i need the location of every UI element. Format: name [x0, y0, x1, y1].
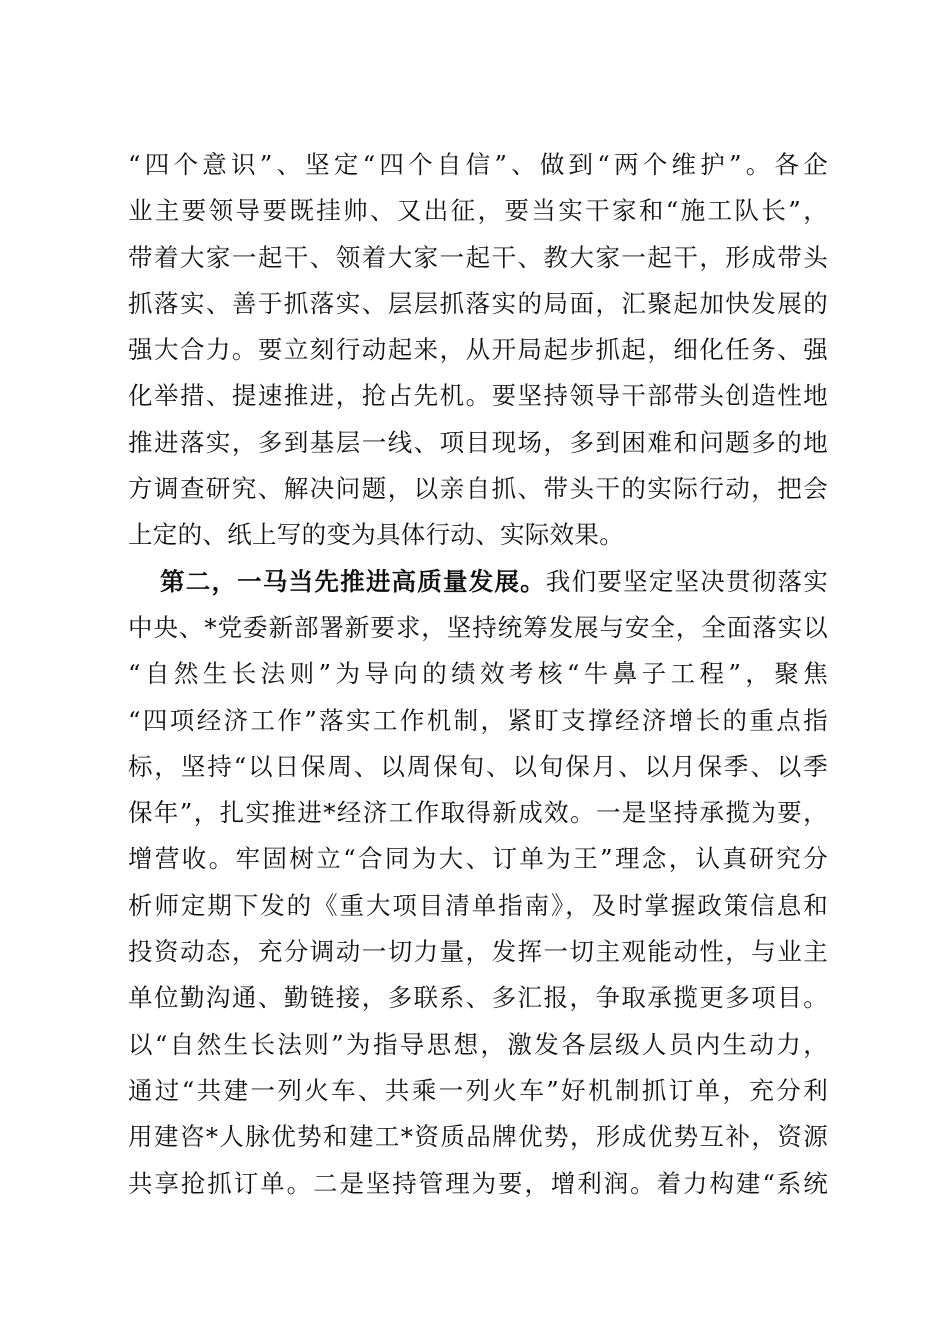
text-line: 强大合力。要立刻行动起来，从开局起步抓起，细化任务、强	[128, 335, 828, 365]
document-body	[128, 142, 828, 1207]
text-line: “四项经济工作”落实工作机制，紧盯支撑经济增长的重点指	[128, 705, 828, 735]
text-line: 中央、*党委新部署新要求，坚持统筹发展与安全，全面落实以	[128, 612, 828, 642]
text-line: 方调查研究、解决问题，以亲自抓、带头干的实际行动，把会	[128, 474, 828, 504]
text-line: 业主要领导要既挂帅、又出征，要当实干家和“施工队长”，	[128, 196, 828, 226]
text-line: 推进落实，多到基层一线、项目现场，多到困难和问题多的地	[128, 427, 828, 457]
text-line: 以“自然生长法则”为指导思想，激发各层级人员内生动力，	[128, 1029, 828, 1059]
text-line: 标，坚持“以日保周、以周保旬、以旬保月、以月保季、以季	[128, 751, 828, 781]
text-line	[128, 559, 828, 605]
text-line: 增营收。牢固树立“合同为大、订单为王”理念，认真研究分	[128, 844, 828, 874]
text-line: 析师定期下发的《重大项目清单指南》，及时掌握政策信息和	[128, 890, 828, 920]
text-line: 抓落实、善于抓落实、层层抓落实的局面，汇聚起加快发展的	[128, 288, 828, 318]
text-line: 共享抢抓订单。二是坚持管理为要，增利润。着力构建“系统	[128, 1168, 828, 1198]
text-line: “自然生长法则”为导向的绩效考核“牛鼻子工程”，聚焦	[128, 659, 828, 689]
text-line: “四个意识”、坚定“四个自信”、做到“两个维护”。各企	[128, 150, 828, 179]
heading-line-rest: 我们要坚定坚决贯彻落实	[545, 566, 828, 596]
text-line: 通过“共建一列火车、共乘一列火车”好机制抓订单，充分利	[128, 1075, 828, 1105]
text-line: 保年”，扎实推进*经济工作取得新成效。一是坚持承揽为要，	[128, 798, 828, 828]
section-heading: 第二，一马当先推进高质量发展。	[160, 566, 546, 596]
text-line: 用建咨*人脉优势和建工*资质品牌优势，形成优势互补，资源	[128, 1122, 828, 1152]
text-line: 带着大家一起干、领着大家一起干、教大家一起干，形成带头	[128, 242, 828, 272]
text-line: 投资动态，充分调动一切力量，发挥一切主观能动性，与业主	[128, 937, 828, 967]
text-line: 单位勤沟通、勤链接，多联系、多汇报，争取承揽更多项目。	[128, 983, 828, 1013]
text-line: 上定的、纸上写的变为具体行动、实际效果。	[128, 520, 624, 550]
text-line: 化举措、提速推进，抢占先机。要坚持领导干部带头创造性地	[128, 381, 828, 411]
paragraph-2	[128, 559, 828, 1207]
paragraph-1	[128, 142, 828, 559]
